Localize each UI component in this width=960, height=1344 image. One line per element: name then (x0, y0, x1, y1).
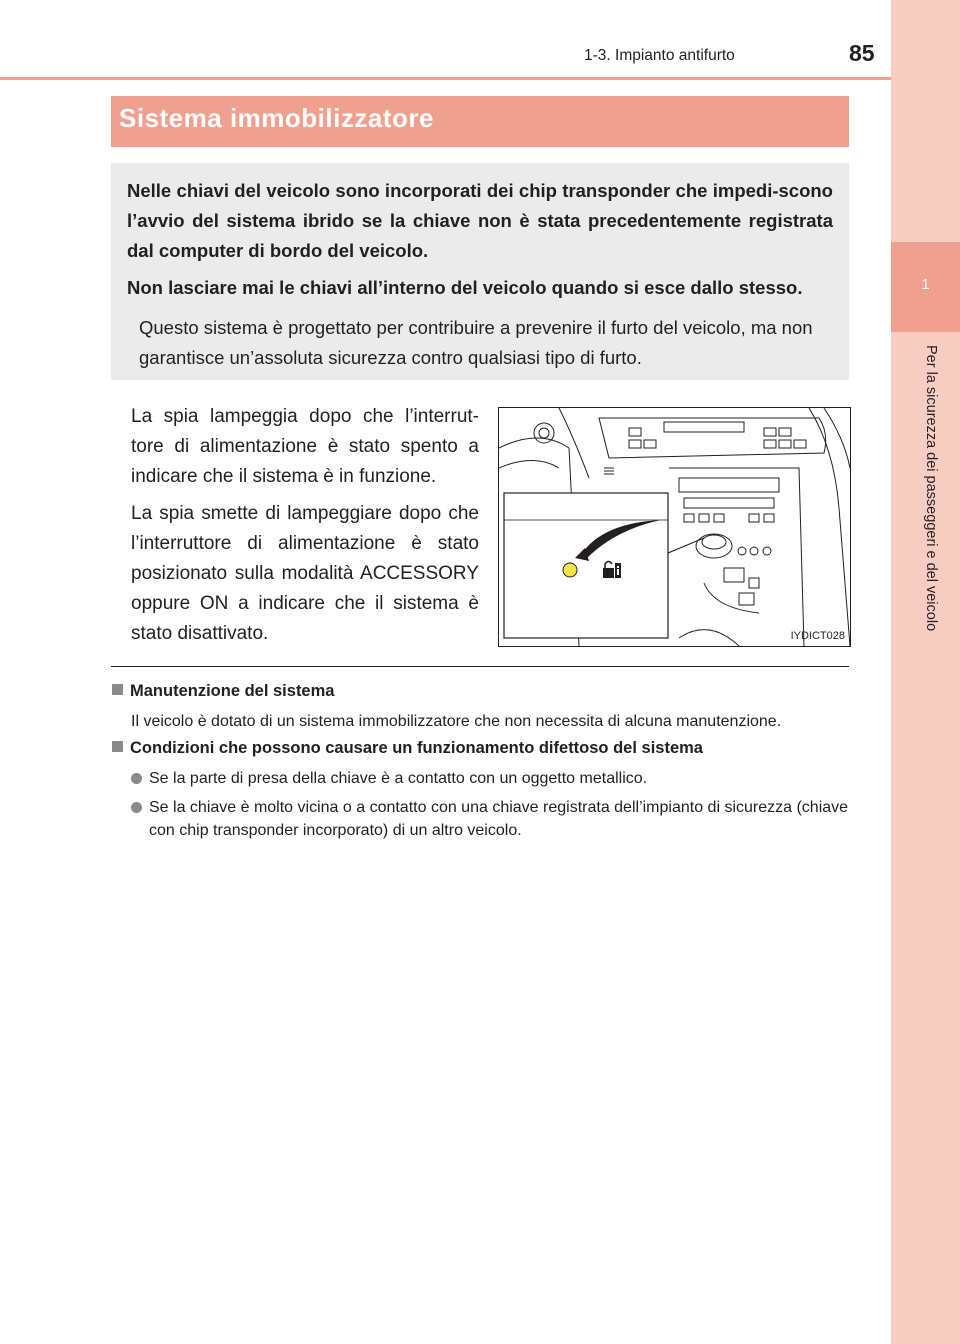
dashboard-illustration (498, 407, 851, 647)
header-rule (0, 77, 891, 80)
note-text-maintenance: Il veicolo è dotato di un sistema immobilizzatore che non necessita di alcuna manutenzione. (131, 713, 782, 730)
note-heading-maintenance-text: Manutenzione del sistema (130, 682, 335, 700)
page-number: 85 (849, 40, 875, 66)
note-heading-maintenance (112, 682, 334, 701)
illustration-code: IYDICT028 (790, 630, 845, 642)
section-title: Sistema immobilizzatore (119, 103, 434, 133)
dashboard-drawing (499, 408, 850, 646)
list-item-text: Se la chiave è molto vicina o a contatto con una chiave registrata dell’impianto di sicurezza (chiave con chip transponder incorporato) di un altro veicolo. (149, 799, 849, 839)
chapter-side-tab (891, 0, 960, 1344)
intro-box (111, 163, 849, 380)
square-bullet-icon (112, 741, 123, 752)
note-heading-malfunction (112, 739, 703, 758)
intro-paragraph-2: Non lasciare mai le chiavi all’interno del veicolo quando si esce dallo stesso. (127, 277, 803, 298)
chapter-title-vertical: Per la sicurezza dei passeggeri e del veicolo (923, 345, 939, 632)
note-heading-malfunction-text: Condizioni che possono causare un funzionamento difettoso del sistema (130, 739, 703, 757)
security-indicator-light (563, 563, 577, 577)
header-section-title: 1-3. Impianto antifurto (584, 47, 735, 64)
round-bullet-icon (131, 773, 142, 784)
section-divider (111, 666, 849, 667)
body-text-1: La spia lampeggia dopo che l’interrut-tore di alimentazione è stato spento a indicare che il sistema è in funzione. (131, 406, 479, 487)
square-bullet-icon (112, 684, 123, 695)
list-item-text: Se la parte di presa della chiave è a contatto con un oggetto metallico. (149, 770, 648, 787)
section-title-bar (111, 96, 849, 147)
intro-paragraph-3: Questo sistema è progettato per contribuire a prevenire il furto del veicolo, ma non garantisce un’assoluta sicurezza contro qualsiasi tipo di furto. (139, 317, 813, 368)
list-item (131, 767, 851, 790)
lock-icon (603, 562, 621, 579)
round-bullet-icon (131, 802, 142, 813)
intro-paragraph-1: Nelle chiavi del veicolo sono incorporati dei chip transponder che impedi-scono l’avvio del sistema ibrido se la chiave non è stata precedentemente registrata dal computer di bordo del veicolo. (127, 180, 833, 261)
list-item (131, 796, 851, 842)
chapter-number: 1 (921, 276, 930, 293)
body-text-2: La spia smette di lampeggiare dopo che l’interruttore di alimentazione è stato posizionato sulla modalità ACCESSORY oppure ON a indicare che il sistema è stato disattivato. (131, 503, 479, 644)
